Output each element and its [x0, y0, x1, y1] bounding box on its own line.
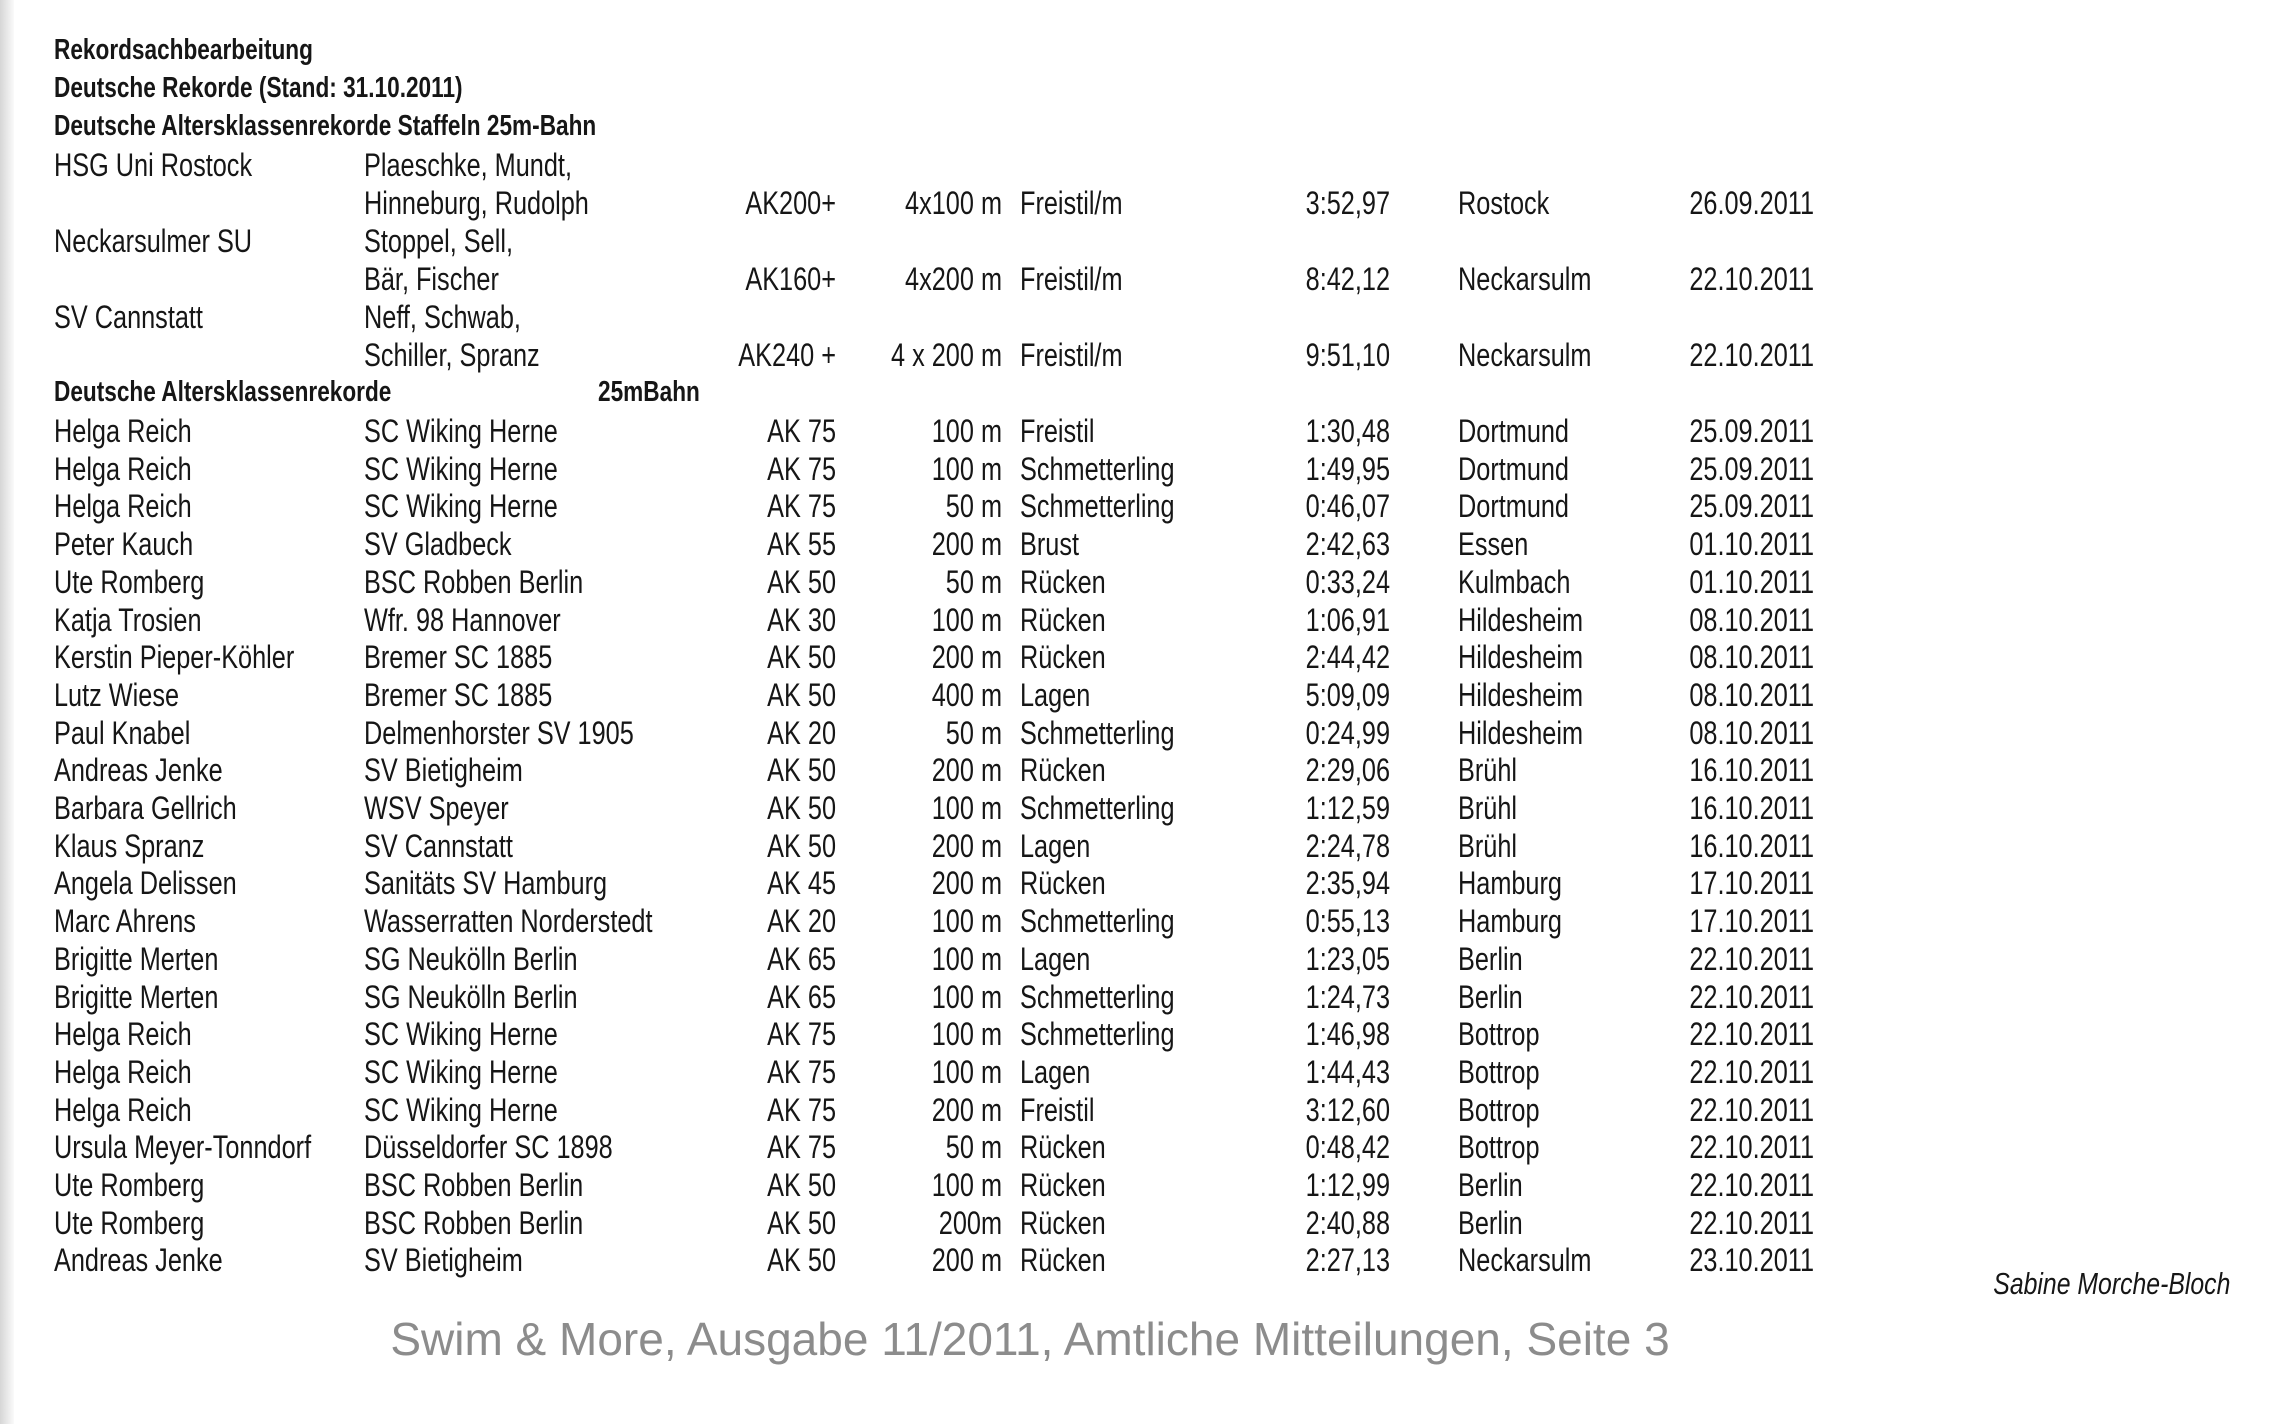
club-name: SC Wiking Herne: [364, 488, 558, 525]
swimmer-name: Helga Reich: [54, 1016, 192, 1053]
club-name: SV Gladbeck: [364, 526, 512, 563]
record-row: [0, 864, 2288, 902]
age-class: AK 50: [767, 676, 836, 713]
club-name: Bremer SC 1885: [364, 639, 553, 676]
age-class: AK 75: [767, 1129, 836, 1166]
age-class: AK 75: [767, 1016, 836, 1053]
swimmer-name: Lutz Wiese: [54, 676, 180, 713]
venue: Rostock: [1458, 185, 1550, 221]
record-row: [0, 978, 2288, 1016]
record-time: 1:30,48: [1305, 413, 1390, 449]
record-time: 2:24,78: [1305, 827, 1390, 864]
club-name: SG Neukölln Berlin: [364, 940, 578, 977]
record-row: [0, 751, 2288, 789]
relay-row: [0, 260, 2288, 298]
distance: 100 m: [931, 978, 1002, 1015]
distance: 200 m: [931, 1091, 1002, 1128]
swimmer-names: Plaeschke, Mundt,: [364, 147, 572, 183]
section-heading-individual: Deutsche Altersklassenrekorde: [54, 376, 392, 408]
age-class: AK 50: [767, 1204, 836, 1241]
club-name: SC Wiking Herne: [364, 1053, 558, 1090]
record-date: 16.10.2011: [1689, 790, 1814, 826]
record-row: [0, 525, 2288, 563]
doc-subtitle: Deutsche Rekorde (Stand: 31.10.2011): [54, 72, 463, 104]
club-name: Bremer SC 1885: [364, 676, 553, 713]
club-name: Wasserratten Norderstedt: [364, 903, 653, 940]
record-row: [0, 1015, 2288, 1053]
swimmer-name: Ute Romberg: [54, 1167, 205, 1203]
age-class: AK 75: [767, 488, 836, 525]
relay-row: [0, 336, 2288, 374]
swimmer-name: Helga Reich: [54, 1091, 192, 1128]
club-name: SC Wiking Herne: [364, 1091, 558, 1128]
record-date: 08.10.2011: [1689, 714, 1814, 751]
record-row: [0, 902, 2288, 940]
stroke: Schmetterling: [1020, 978, 1175, 1015]
swimmer-names: Hinneburg, Rudolph: [364, 185, 589, 221]
swimmer-name: Klaus Spranz: [54, 827, 205, 864]
record-time: 2:29,06: [1305, 752, 1390, 789]
record-date: 01.10.2011: [1689, 563, 1814, 600]
record-row: [0, 638, 2288, 676]
venue: Neckarsulm: [1458, 337, 1592, 373]
club-name: SV Bietigheim: [364, 1242, 523, 1279]
age-class: AK160+: [745, 261, 836, 297]
record-time: 1:12,99: [1305, 1167, 1390, 1203]
record-date: 23.10.2011: [1689, 1242, 1814, 1279]
swimmer-name: Peter Kauch: [54, 526, 194, 563]
stroke: Brust: [1020, 526, 1080, 563]
record-row: [0, 412, 2288, 450]
age-class: AK 75: [767, 1091, 836, 1128]
swimmer-name: Helga Reich: [54, 450, 192, 487]
record-date: 08.10.2011: [1689, 639, 1814, 676]
distance: 4x200 m: [905, 261, 1002, 297]
venue: Essen: [1458, 526, 1529, 563]
section-heading-course: 25mBahn: [598, 376, 700, 408]
record-date: 16.10.2011: [1689, 827, 1814, 864]
record-time: 1:06,91: [1305, 601, 1390, 638]
club-name: Delmenhorster SV 1905: [364, 714, 634, 751]
record-time: 1:44,43: [1305, 1053, 1390, 1090]
record-time: 5:09,09: [1305, 676, 1390, 713]
record-time: 2:27,13: [1305, 1242, 1390, 1279]
distance: 100 m: [931, 1016, 1002, 1053]
record-date: 22.10.2011: [1689, 337, 1814, 373]
club-name: BSC Robben Berlin: [364, 563, 584, 600]
relay-row: [0, 222, 2288, 260]
distance: 100 m: [931, 413, 1002, 449]
record-date: 22.10.2011: [1689, 261, 1814, 297]
swimmer-name: Brigitte Merten: [54, 940, 219, 977]
age-class: AK 75: [767, 413, 836, 449]
relay-row: [0, 184, 2288, 222]
relay-row: [0, 298, 2288, 336]
record-date: 22.10.2011: [1689, 1091, 1814, 1128]
age-class: AK 55: [767, 526, 836, 563]
club-name: SC Wiking Herne: [364, 413, 558, 449]
distance: 100 m: [931, 601, 1002, 638]
age-class: AK 65: [767, 978, 836, 1015]
record-date: 25.09.2011: [1689, 488, 1814, 525]
age-class: AK 65: [767, 940, 836, 977]
stroke: Rücken: [1020, 865, 1106, 902]
distance: 200 m: [931, 639, 1002, 676]
venue: Hamburg: [1458, 865, 1562, 902]
record-time: 3:52,97: [1305, 185, 1390, 221]
swimmer-names: Stoppel, Sell,: [364, 223, 513, 259]
age-class: AK 50: [767, 1242, 836, 1279]
record-date: 08.10.2011: [1689, 601, 1814, 638]
stroke: Rücken: [1020, 601, 1106, 638]
venue: Berlin: [1458, 940, 1523, 977]
record-row: [0, 789, 2288, 827]
club-name: SV Bietigheim: [364, 752, 523, 789]
record-date: 25.09.2011: [1689, 450, 1814, 487]
record-time: 8:42,12: [1305, 261, 1390, 297]
club-name: BSC Robben Berlin: [364, 1204, 584, 1241]
record-row: [0, 827, 2288, 865]
swimmer-name: Helga Reich: [54, 488, 192, 525]
venue: Kulmbach: [1458, 563, 1571, 600]
record-date: 22.10.2011: [1689, 978, 1814, 1015]
swimmer-name: Andreas Jenke: [54, 752, 223, 789]
record-row: [0, 1091, 2288, 1129]
venue: Berlin: [1458, 1167, 1523, 1203]
record-date: 17.10.2011: [1689, 865, 1814, 902]
record-time: 2:42,63: [1305, 526, 1390, 563]
venue: Dortmund: [1458, 450, 1569, 487]
record-date: 22.10.2011: [1689, 1167, 1814, 1203]
swimmer-name: Kerstin Pieper-Köhler: [54, 639, 295, 676]
stroke: Lagen: [1020, 676, 1091, 713]
record-time: 0:33,24: [1305, 563, 1390, 600]
record-date: 22.10.2011: [1689, 1129, 1814, 1166]
stroke: Rücken: [1020, 563, 1106, 600]
distance: 100 m: [931, 790, 1002, 826]
stroke: Lagen: [1020, 1053, 1091, 1090]
venue: Hildesheim: [1458, 676, 1584, 713]
swimmer-name: Katja Trosien: [54, 601, 202, 638]
venue: Bottrop: [1458, 1016, 1540, 1053]
club-name: Sanitäts SV Hamburg: [364, 865, 608, 902]
distance: 200 m: [931, 752, 1002, 789]
swimmer-names: Schiller, Spranz: [364, 337, 540, 373]
venue: Neckarsulm: [1458, 261, 1592, 297]
record-row: [0, 676, 2288, 714]
record-date: 22.10.2011: [1689, 1016, 1814, 1053]
age-class: AK240 +: [738, 337, 836, 373]
record-time: 3:12,60: [1305, 1091, 1390, 1128]
stroke: Schmetterling: [1020, 903, 1175, 940]
record-time: 2:44,42: [1305, 639, 1390, 676]
record-time: 0:24,99: [1305, 714, 1390, 751]
record-date: 25.09.2011: [1689, 413, 1814, 449]
record-row: [0, 563, 2288, 601]
club-name: WSV Speyer: [364, 790, 509, 826]
swimmer-names: Bär, Fischer: [364, 261, 499, 297]
venue: Neckarsulm: [1458, 1242, 1592, 1279]
distance: 200m: [938, 1204, 1002, 1241]
record-date: 22.10.2011: [1689, 1204, 1814, 1241]
record-time: 0:48,42: [1305, 1129, 1390, 1166]
swimmer-name: Barbara Gellrich: [54, 790, 237, 826]
distance: 50 m: [945, 714, 1002, 751]
club-name: SC Wiking Herne: [364, 450, 558, 487]
record-time: 1:49,95: [1305, 450, 1390, 487]
venue: Hildesheim: [1458, 714, 1584, 751]
club-name: Düsseldorfer SC 1898: [364, 1129, 613, 1166]
venue: Hamburg: [1458, 903, 1562, 940]
page-footer: Swim & More, Ausgabe 11/2011, Amtliche Mitteilungen, Seite 3: [390, 1313, 1670, 1365]
record-time: 0:55,13: [1305, 903, 1390, 940]
venue: Brühl: [1458, 790, 1518, 826]
venue: Bottrop: [1458, 1129, 1540, 1166]
record-row: [0, 450, 2288, 488]
distance: 400 m: [931, 676, 1002, 713]
swimmer-name: Helga Reich: [54, 1053, 192, 1090]
club-name: Wfr. 98 Hannover: [364, 601, 561, 638]
record-date: 01.10.2011: [1689, 526, 1814, 563]
distance: 100 m: [931, 450, 1002, 487]
distance: 200 m: [931, 1242, 1002, 1279]
venue: Berlin: [1458, 1204, 1523, 1241]
signature: Sabine Morche-Bloch: [1992, 1266, 2230, 1301]
distance: 200 m: [931, 526, 1002, 563]
age-class: AK 75: [767, 450, 836, 487]
swimmer-name: Helga Reich: [54, 413, 192, 449]
record-time: 0:46,07: [1305, 488, 1390, 525]
record-time: 1:46,98: [1305, 1016, 1390, 1053]
stroke: Freistil/m: [1020, 185, 1123, 221]
record-time: 1:24,73: [1305, 978, 1390, 1015]
stroke: Freistil: [1020, 413, 1095, 449]
distance: 4 x 200 m: [890, 337, 1002, 373]
record-time: 2:40,88: [1305, 1204, 1390, 1241]
stroke: Rücken: [1020, 1167, 1106, 1203]
stroke: Lagen: [1020, 940, 1091, 977]
record-date: 17.10.2011: [1689, 903, 1814, 940]
club-name: SC Wiking Herne: [364, 1016, 558, 1053]
record-row: [0, 1053, 2288, 1091]
stroke: Rücken: [1020, 1204, 1106, 1241]
record-row: [0, 601, 2288, 639]
record-date: 16.10.2011: [1689, 752, 1814, 789]
record-row: [0, 940, 2288, 978]
distance: 50 m: [945, 563, 1002, 600]
age-class: AK 30: [767, 601, 836, 638]
club-name: BSC Robben Berlin: [364, 1167, 584, 1203]
age-class: AK200+: [745, 185, 836, 221]
venue: Bottrop: [1458, 1053, 1540, 1090]
record-row: [0, 714, 2288, 752]
swimmer-name: Paul Knabel: [54, 714, 191, 751]
swimmer-name: Ute Romberg: [54, 563, 205, 600]
swimmer-name: Ursula Meyer-Tonndorf: [54, 1129, 312, 1166]
age-class: AK 50: [767, 1167, 836, 1203]
stroke: Freistil: [1020, 1091, 1095, 1128]
club-name: SV Cannstatt: [364, 827, 513, 864]
record-date: 08.10.2011: [1689, 676, 1814, 713]
stroke: Rücken: [1020, 1242, 1106, 1279]
swimmer-names: Neff, Schwab,: [364, 299, 521, 335]
record-date: 22.10.2011: [1689, 1053, 1814, 1090]
age-class: AK 20: [767, 903, 836, 940]
stroke: Schmetterling: [1020, 488, 1175, 525]
venue: Dortmund: [1458, 413, 1569, 449]
club-name: SG Neukölln Berlin: [364, 978, 578, 1015]
venue: Berlin: [1458, 978, 1523, 1015]
swimmer-name: Marc Ahrens: [54, 903, 196, 940]
swimmer-name: Ute Romberg: [54, 1204, 205, 1241]
stroke: Schmetterling: [1020, 1016, 1175, 1053]
stroke: Rücken: [1020, 1129, 1106, 1166]
record-date: 22.10.2011: [1689, 940, 1814, 977]
stroke: Schmetterling: [1020, 714, 1175, 751]
distance: 100 m: [931, 1053, 1002, 1090]
record-time: 1:12,59: [1305, 790, 1390, 826]
section-heading-relays: Deutsche Altersklassenrekorde Staffeln 25m-Bahn: [54, 110, 597, 142]
venue: Hildesheim: [1458, 601, 1584, 638]
stroke: Schmetterling: [1020, 450, 1175, 487]
stroke: Freistil/m: [1020, 261, 1123, 297]
distance: 100 m: [931, 903, 1002, 940]
record-row: [0, 487, 2288, 525]
record-row: [0, 1128, 2288, 1166]
stroke: Schmetterling: [1020, 790, 1175, 826]
club-name: HSG Uni Rostock: [54, 147, 253, 183]
club-name: Neckarsulmer SU: [54, 223, 253, 259]
stroke: Rücken: [1020, 639, 1106, 676]
record-row: [0, 1166, 2288, 1204]
club-name: SV Cannstatt: [54, 299, 203, 335]
venue: Dortmund: [1458, 488, 1569, 525]
stroke: Freistil/m: [1020, 337, 1123, 373]
distance: 4x100 m: [905, 185, 1002, 221]
swimmer-name: Andreas Jenke: [54, 1242, 223, 1279]
stroke: Rücken: [1020, 752, 1106, 789]
record-row: [0, 1204, 2288, 1242]
distance: 200 m: [931, 827, 1002, 864]
distance: 100 m: [931, 1167, 1002, 1203]
age-class: AK 75: [767, 1053, 836, 1090]
venue: Brühl: [1458, 827, 1518, 864]
distance: 50 m: [945, 1129, 1002, 1166]
age-class: AK 50: [767, 639, 836, 676]
doc-title: Rekordsachbearbeitung: [54, 34, 313, 66]
venue: Hildesheim: [1458, 639, 1584, 676]
distance: 100 m: [931, 940, 1002, 977]
record-date: 26.09.2011: [1689, 185, 1814, 221]
venue: Bottrop: [1458, 1091, 1540, 1128]
age-class: AK 50: [767, 752, 836, 789]
record-row: [0, 1241, 2288, 1279]
venue: Brühl: [1458, 752, 1518, 789]
age-class: AK 50: [767, 827, 836, 864]
distance: 50 m: [945, 488, 1002, 525]
record-time: 9:51,10: [1305, 337, 1390, 373]
age-class: AK 50: [767, 790, 836, 826]
swimmer-name: Brigitte Merten: [54, 978, 219, 1015]
record-time: 1:23,05: [1305, 940, 1390, 977]
age-class: AK 20: [767, 714, 836, 751]
record-time: 2:35,94: [1305, 865, 1390, 902]
age-class: AK 45: [767, 865, 836, 902]
distance: 200 m: [931, 865, 1002, 902]
relay-row: [0, 146, 2288, 184]
age-class: AK 50: [767, 563, 836, 600]
swimmer-name: Angela Delissen: [54, 865, 237, 902]
stroke: Lagen: [1020, 827, 1091, 864]
